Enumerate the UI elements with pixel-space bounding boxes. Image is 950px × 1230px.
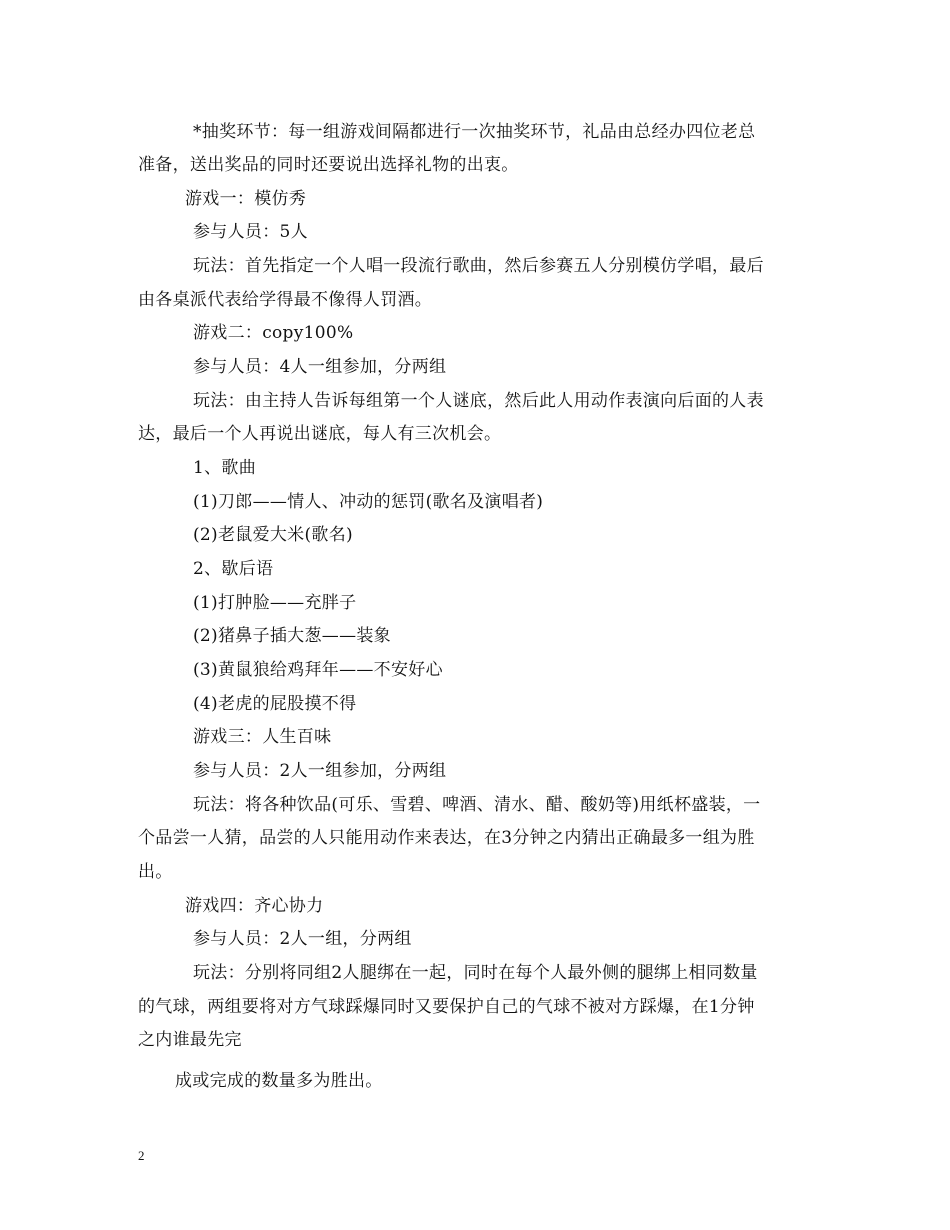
game-four-rules-line-3: 之内谁最先完 (138, 1030, 242, 1050)
page-number: 2 (138, 1148, 145, 1163)
list-item: (1)打肿脸——充胖子 (193, 593, 357, 613)
game-two-participants: 参与人员：4人一组参加，分两组 (193, 357, 447, 377)
game-two-title: 游戏二：copy100% (193, 323, 354, 343)
game-two-rules-line-1: 玩法：由主持人告诉每组第一个人谜底，然后此人用动作表演向后面的人表 (193, 391, 764, 411)
list-item: (4)老虎的屁股摸不得 (193, 694, 357, 714)
game-three-participants: 参与人员：2人一组参加，分两组 (193, 761, 447, 781)
game-four-title: 游戏四：齐心协力 (185, 896, 324, 916)
game-one-title: 游戏一：模仿秀 (185, 189, 307, 209)
list-item: (1)刀郎——情人、冲动的惩罚(歌名及演唱者) (193, 492, 544, 512)
list-heading-songs: 1、歌曲 (193, 458, 257, 478)
game-four-rules-line-4: 成或完成的数量多为胜出。 (175, 1071, 383, 1091)
list-item: (2)老鼠爱大米(歌名) (193, 525, 353, 545)
paragraph-lottery-line-2: 准备，送出奖品的同时还要说出选择礼物的出衷。 (138, 155, 519, 175)
list-item: (3)黄鼠狼给鸡拜年——不安好心 (193, 660, 443, 680)
game-three-rules-line-3: 出。 (138, 862, 173, 882)
game-one-rules-line-2: 由各桌派代表给学得最不像得人罚酒。 (138, 290, 433, 310)
game-four-participants: 参与人员：2人一组，分两组 (193, 929, 412, 949)
game-four-rules-line-2: 的气球，两组要将对方气球踩爆同时又要保护自己的气球不被对方踩爆，在1分钟 (138, 997, 755, 1017)
game-three-rules-line-1: 玩法：将各种饮品(可乐、雪碧、啤酒、清水、醋、酸奶等)用纸杯盛装，一 (193, 795, 761, 815)
list-heading-sayings: 2、歇后语 (193, 559, 274, 579)
game-one-rules-line-1: 玩法：首先指定一个人唱一段流行歌曲，然后参赛五人分别模仿学唱，最后 (193, 256, 764, 276)
list-item: (2)猪鼻子插大葱——装象 (193, 626, 391, 646)
game-two-rules-line-2: 达，最后一个人再说出谜底，每人有三次机会。 (138, 424, 502, 444)
game-three-rules-line-2: 个品尝一人猜，品尝的人只能用动作来表达，在3分钟之内猜出正确最多一组为胜 (138, 828, 755, 848)
game-one-participants: 参与人员：5人 (193, 222, 308, 242)
paragraph-lottery-line-1: *抽奖环节：每一组游戏间隔都进行一次抽奖环节，礼品由总经办四位老总 (193, 122, 756, 142)
game-three-title: 游戏三：人生百味 (193, 727, 332, 747)
game-four-rules-line-1: 玩法：分别将同组2人腿绑在一起，同时在每个人最外侧的腿绑上相同数量 (193, 963, 758, 983)
